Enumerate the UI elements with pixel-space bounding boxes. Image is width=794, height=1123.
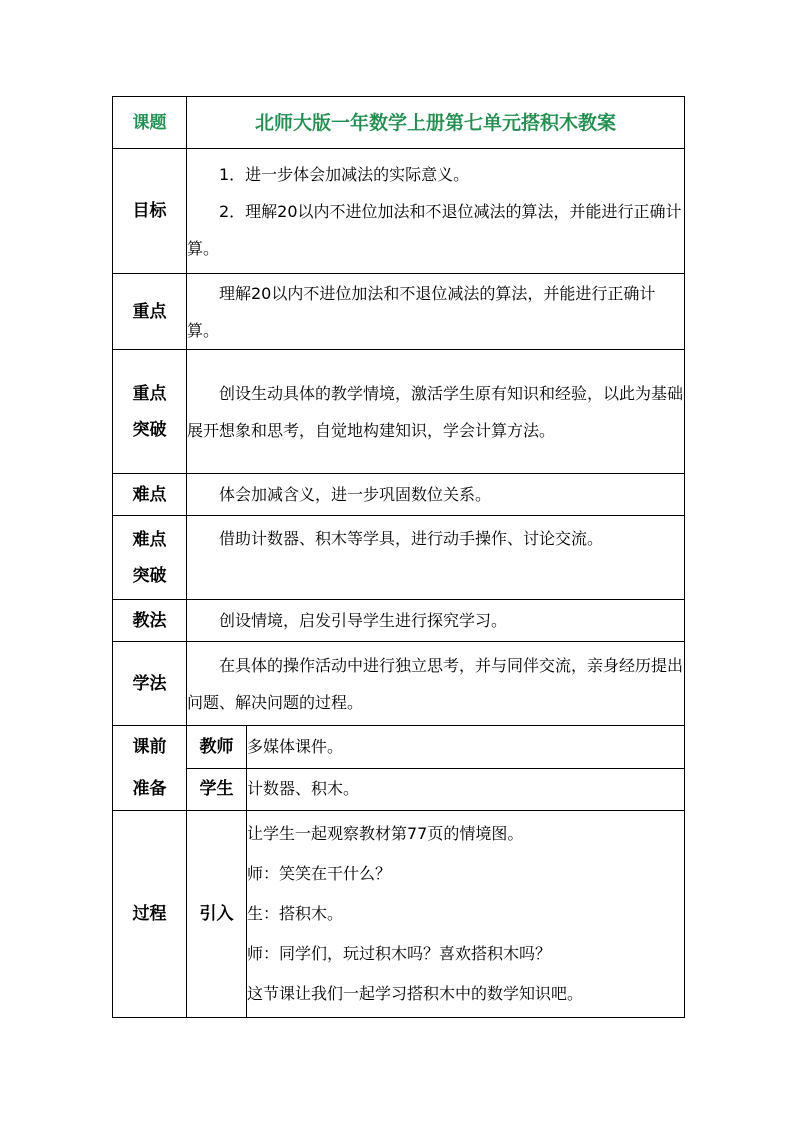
- process-content: [247, 811, 685, 1018]
- key-breakthrough-row: [113, 350, 685, 474]
- teaching-method-row: [113, 600, 685, 642]
- teacher-prep-content: 多媒体课件。: [247, 726, 685, 769]
- objectives-content: [187, 149, 685, 274]
- teaching-method-label: 教法: [113, 600, 187, 642]
- label-line: 课前: [132, 737, 167, 757]
- learning-method-text: 在具体的操作活动中进行独立思考，并与同伴交流，亲身经历提出问题、解决问题的过程。: [187, 655, 684, 712]
- key-point-label: 重点: [113, 274, 187, 350]
- process-line: 师：笑笑在干什么？: [247, 864, 392, 883]
- key-breakthrough-content: [187, 350, 685, 474]
- topic-label: 课题: [113, 97, 187, 149]
- difficulty-row: [113, 474, 685, 516]
- prep-student-row: [113, 768, 685, 811]
- key-point-text: 理解20以内不进位加法和不退位减法的算法，并能进行正确计算。: [187, 283, 656, 340]
- learning-method-label: 学法: [113, 642, 187, 726]
- stage-label: 引入: [187, 811, 247, 1018]
- process-label: 过程: [113, 811, 187, 1018]
- prep-label: [113, 726, 187, 811]
- objective-line: 2．理解20以内不进位加法和不退位减法的算法，并能进行正确计算。: [187, 201, 682, 258]
- key-point-row: [113, 274, 685, 350]
- label-line: 准备: [132, 779, 167, 799]
- objective-line: 1．进一步体会加减法的实际意义。: [219, 164, 470, 184]
- teacher-label: 教师: [187, 726, 247, 769]
- label-line: 突破: [132, 419, 167, 440]
- process-line: 这节课让我们一起学习搭积木中的数学知识吧。: [247, 984, 584, 1003]
- process-line: 师：同学们，玩过积木吗？喜欢搭积木吗？: [247, 944, 552, 963]
- key-breakthrough-label: [113, 350, 187, 474]
- process-row: [113, 811, 685, 1018]
- key-point-content: [187, 274, 685, 350]
- key-breakthrough-text: 创设生动具体的教学情境，激活学生原有知识和经验，以此为基础展开想象和思考，自觉地构建知识，学会计算方法。: [187, 383, 684, 440]
- prep-teacher-row: [113, 726, 685, 769]
- label-line: 难点: [132, 529, 167, 550]
- learning-method-row: [113, 642, 685, 726]
- title-row: [113, 97, 685, 149]
- page-title: 北师大版一年数学上册第七单元搭积木教案: [187, 97, 685, 149]
- difficulty-breakthrough-label: [113, 516, 187, 600]
- label-line: 突破: [132, 565, 167, 586]
- difficulty-label: 难点: [113, 474, 187, 516]
- difficulty-content: [187, 474, 685, 516]
- process-line: 让学生一起观察教材第77页的情境图。: [247, 824, 524, 843]
- objectives-row: [113, 149, 685, 274]
- student-prep-content: 计数器、积木。: [247, 768, 685, 811]
- difficulty-text: 体会加减含义，进一步巩固数位关系。: [219, 485, 492, 504]
- difficulty-breakthrough-text: 借助计数器、积木等学具，进行动手操作、讨论交流。: [219, 529, 604, 548]
- difficulty-breakthrough-content: [187, 516, 685, 600]
- teaching-method-text: 创设情境，启发引导学生进行探究学习。: [219, 611, 508, 630]
- learning-method-content: [187, 642, 685, 726]
- student-label: 学生: [187, 768, 247, 811]
- objectives-label: 目标: [113, 149, 187, 274]
- process-line: 生：搭积木。: [247, 904, 344, 923]
- difficulty-breakthrough-row: [113, 516, 685, 600]
- label-line: 重点: [132, 383, 167, 404]
- teaching-method-content: [187, 600, 685, 642]
- lesson-plan-table: [112, 96, 685, 1018]
